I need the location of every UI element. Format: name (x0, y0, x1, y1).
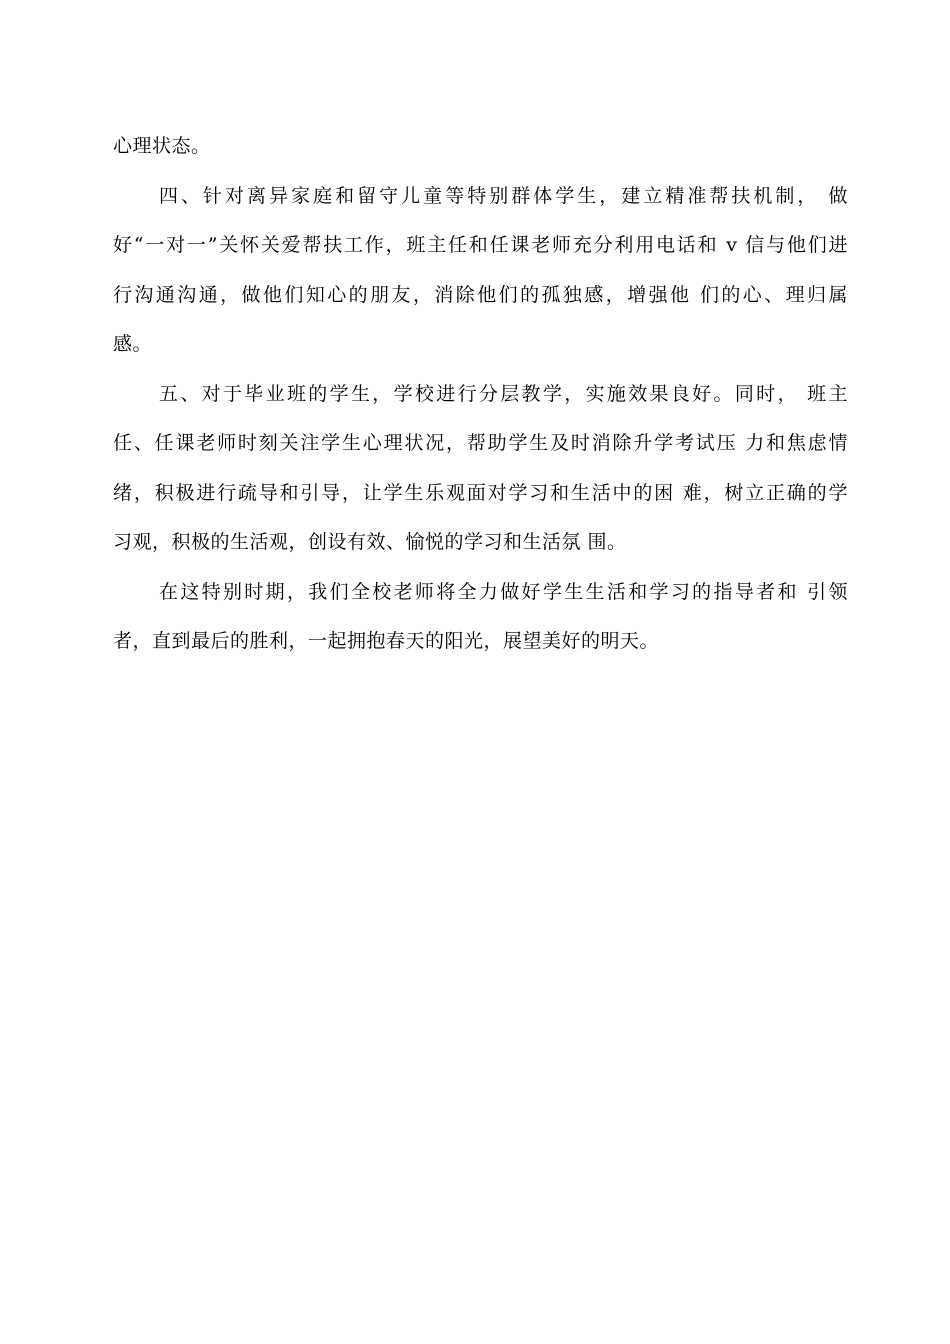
text-line: 任、任课老师时刻关注学生心理状况，帮助学生及时消除升学考试压 力和焦虑情 (113, 432, 848, 454)
text-line: 行沟通沟通，做他们知心的朋友，消除他们的孤独感，增强他 们的心、理归属 (113, 283, 848, 306)
text-line: 五、对于毕业班的学生，学校进行分层教学，实施效果良好。同时， 班主 (159, 382, 848, 405)
text-line: 好“一对一”关怀关爱帮扶工作，班主任和任课老师充分利用电话和 v 信与他们进 (113, 234, 848, 256)
paragraph-3 (113, 370, 848, 568)
paragraph-2 (113, 172, 848, 370)
text-line: 在这特别时期，我们全校老师将全力做好学生生活和学习的指导者和 引领 (159, 580, 848, 603)
text-line: 绪，积极进行疏导和引导，让学生乐观面对学习和生活中的困 难，树立正确的学 (113, 481, 848, 504)
paragraph-4 (113, 568, 848, 667)
paragraph-1 (113, 122, 848, 172)
text-line: 习观，积极的生活观，创设有效、愉悦的学习和生活氛 围。 (113, 531, 627, 553)
text-line: 者，直到最后的胜利，一起拥抱春天的阳光，展望美好的明天。 (113, 630, 660, 652)
text-line: 四、针对离异家庭和留守儿童等特别群体学生，建立精准帮扶机制， 做 (159, 184, 848, 207)
text-line: 心理状态。 (113, 135, 211, 157)
text-line: 感。 (113, 333, 153, 355)
document-body (113, 122, 848, 667)
